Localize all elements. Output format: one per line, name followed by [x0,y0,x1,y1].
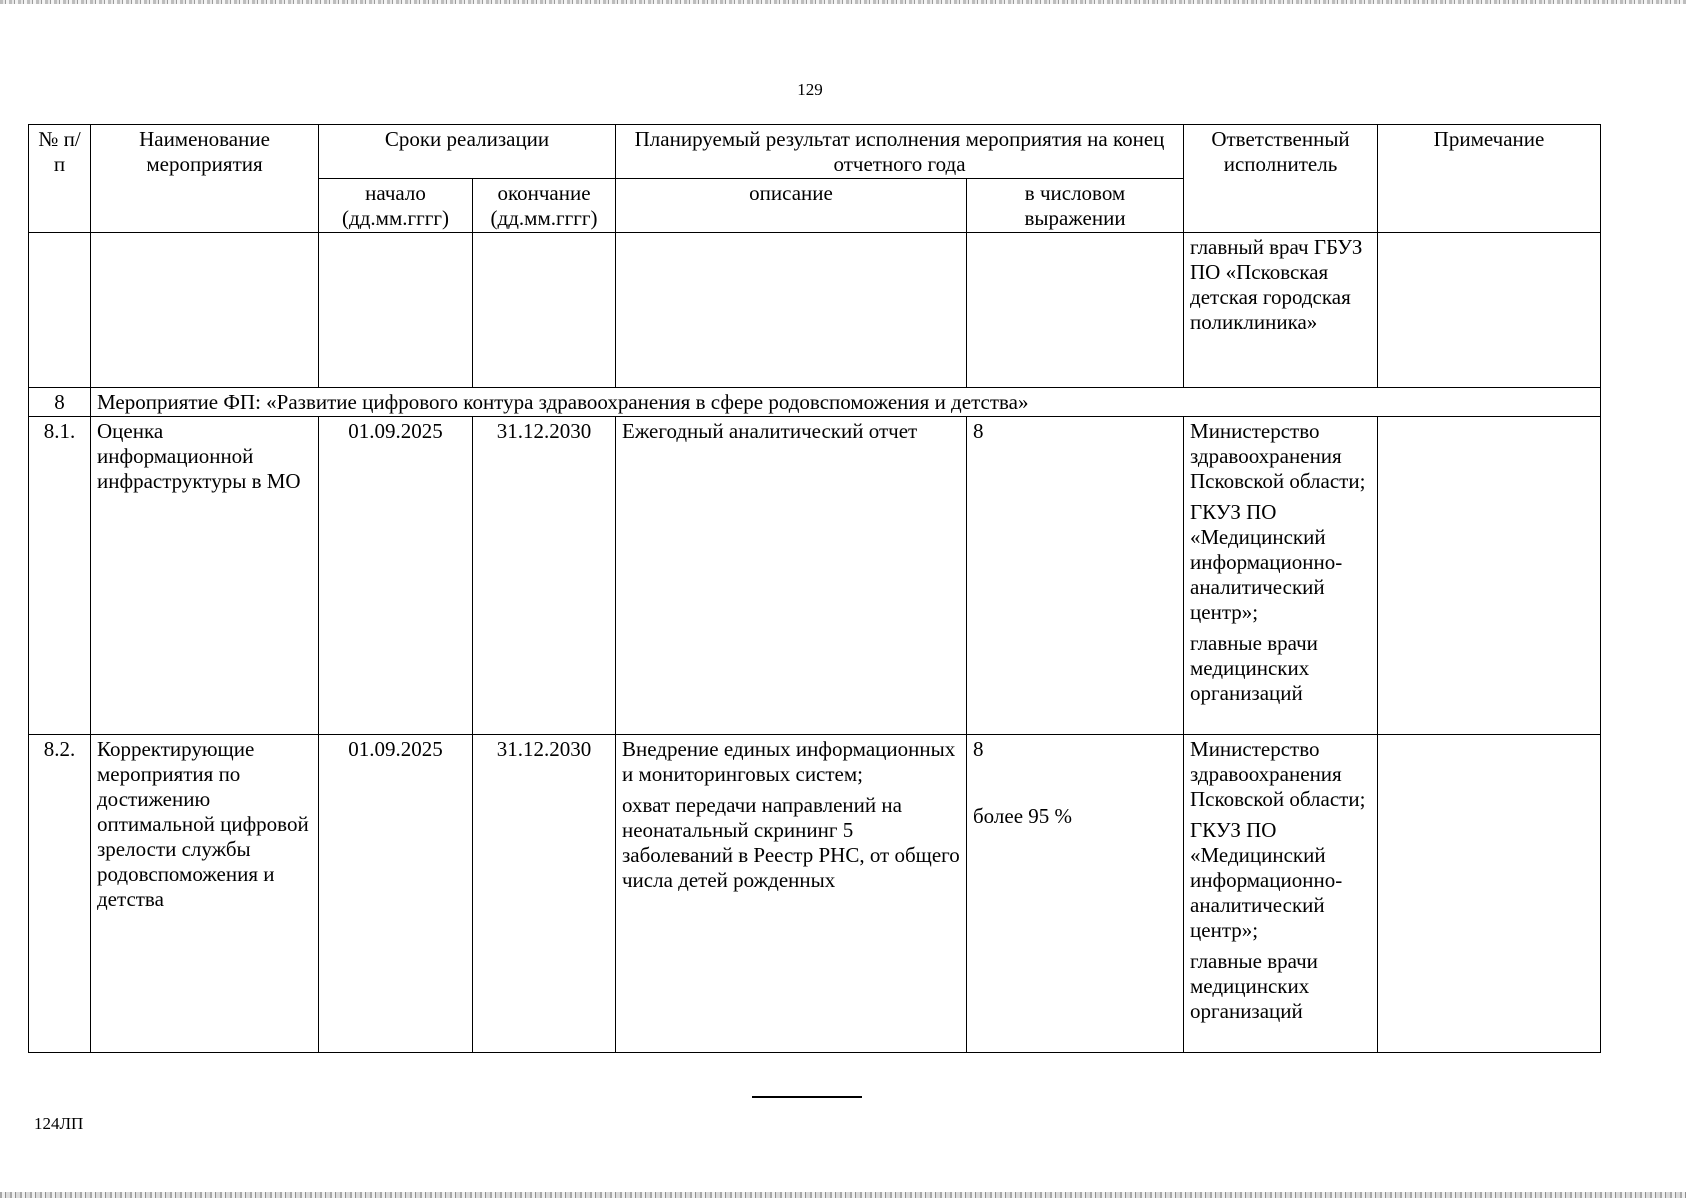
cell-num: 8.2. [29,735,91,1053]
responsible-entry: главные врачи медицинских организаций [1190,631,1318,705]
table-row-continuation [29,233,1601,388]
cell-empty [91,233,319,388]
cell-num: 8.1. [29,417,91,735]
section-title: Мероприятие ФП: «Развитие цифрового контура здравоохранения в сфере родовспоможения и детства» [91,388,1601,417]
page-number: 129 [797,80,823,99]
cell-start-date: 01.09.2025 [319,417,473,735]
description-text: охват передачи направлений на неонатальный скрининг 5 заболеваний в Реестр РНС, от общего числа детей рожденных [622,793,960,892]
responsible-entry: Министерство здравоохранения Псковской области; [1190,737,1366,811]
cell-description [616,735,967,1053]
footer-code: 124ЛП [34,1114,84,1133]
header-start: начало (дд.мм.гггг) [319,179,473,233]
cell-note [1378,735,1601,1053]
header-terms: Сроки реализации [319,125,616,179]
cell-name: Корректирующие мероприятия по достижению оптимальной цифровой зрелости службы родовспоможения и детства [91,735,319,1053]
scan-edge-top [0,0,1686,4]
table-header-row [29,125,1601,179]
cell-numeric [967,735,1184,1053]
cell-end-date: 31.12.2030 [473,417,616,735]
scan-edge-bottom [0,1192,1686,1198]
cell-empty [967,233,1184,388]
responsible-entry: ГКУЗ ПО «Медицинский информационно-аналитический центр»; [1190,818,1343,942]
responsible-entry: Министерство здравоохранения Псковской области; [1190,419,1366,493]
table-row-section [29,388,1601,417]
cell-responsible [1184,735,1378,1053]
cell-responsible: главный врач ГБУЗ ПО «Псковская детская городская поликлиника» [1184,233,1378,388]
cell-end-date: 31.12.2030 [473,735,616,1053]
cell-note [1378,233,1601,388]
description-text: Внедрение единых информационных и мониторинговых систем; [622,737,956,786]
header-description: описание [616,179,967,233]
cell-start-date: 01.09.2025 [319,735,473,1053]
header-numeric: в числовом выражении [967,179,1184,233]
header-result: Планируемый результат исполнения мероприятия на конец отчетного года [616,125,1184,179]
numeric-value: более 95 % [973,804,1073,828]
cell-empty [473,233,616,388]
header-name: Наименование мероприятия [91,125,319,233]
cell-name: Оценка информационной инфраструктуры в МО [91,417,319,735]
table-row [29,417,1601,735]
table-row [29,735,1601,1053]
cell-description [616,417,967,735]
header-num: № п/п [29,125,91,233]
numeric-value: 8 [973,737,984,761]
section-num: 8 [29,388,91,417]
header-responsible: Ответственный исполнитель [1184,125,1378,233]
cell-empty [616,233,967,388]
cell-empty [29,233,91,388]
description-text: Ежегодный аналитический отчет [622,419,918,443]
responsible-entry: ГКУЗ ПО «Медицинский информационно-аналитический центр»; [1190,500,1343,624]
measures-table [28,124,1601,1053]
cell-responsible [1184,417,1378,735]
header-note: Примечание [1378,125,1601,233]
numeric-value: 8 [973,419,984,443]
cell-note [1378,417,1601,735]
responsible-entry: главные врачи медицинских организаций [1190,949,1318,1023]
header-end: окончание (дд.мм.гггг) [473,179,616,233]
separator-line [752,1096,862,1098]
cell-numeric [967,417,1184,735]
cell-empty [319,233,473,388]
